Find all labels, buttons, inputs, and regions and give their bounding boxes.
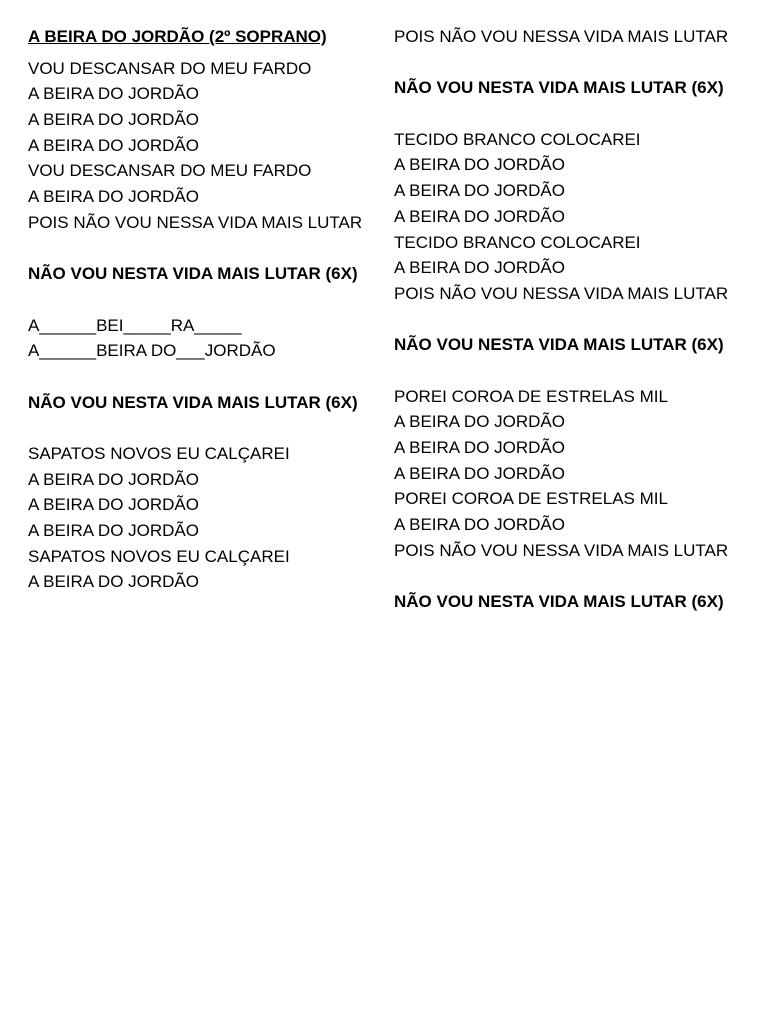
- blank-line: [394, 50, 728, 76]
- lyric-line: A______BEI_____RA_____: [28, 315, 242, 335]
- blank-line: [394, 307, 728, 333]
- lyric-line: POIS NÃO VOU NESSA VIDA MAIS LUTAR: [394, 27, 729, 46]
- blank-line: [28, 236, 362, 262]
- lyric-line: A BEIRA DO JORDÃO: [394, 412, 565, 432]
- lyric-line: A BEIRA DO JORDÃO: [394, 155, 565, 175]
- lyric-line: A BEIRA DO JORDÃO: [394, 258, 565, 278]
- blank-line: [28, 415, 362, 441]
- chorus-line: NÃO VOU NESTA VIDA MAIS LUTAR (6X): [394, 78, 724, 98]
- blank-line: [394, 101, 728, 127]
- blank-line: [394, 358, 728, 384]
- lyric-line: POIS NÃO VOU NESSA VIDA MAIS LUTAR: [394, 540, 729, 560]
- lyric-line: A BEIRA DO JORDÃO: [28, 572, 199, 592]
- lyric-line: A BEIRA DO JORDÃO: [28, 521, 199, 541]
- lyric-line: TECIDO BRANCO COLOCAREI: [394, 232, 641, 252]
- lyric-line: A______BEIRA DO___JORDÃO: [28, 341, 276, 361]
- lyric-line: A BEIRA DO JORDÃO: [28, 495, 199, 515]
- chorus-line: NÃO VOU NESTA VIDA MAIS LUTAR (6X): [394, 335, 724, 355]
- lyric-line: POIS NÃO VOU NESSA VIDA MAIS LUTAR: [28, 212, 363, 232]
- lyric-line: POREI COROA DE ESTRELAS MIL: [394, 489, 668, 509]
- lyric-line: POIS NÃO VOU NESSA VIDA MAIS LUTAR: [394, 283, 729, 303]
- lyric-line: A BEIRA DO JORDÃO: [28, 84, 199, 104]
- lyric-line: A BEIRA DO JORDÃO: [28, 187, 199, 207]
- lyric-line: TECIDO BRANCO COLOCAREI: [394, 129, 641, 149]
- lyric-line: A BEIRA DO JORDÃO: [394, 463, 565, 483]
- lyric-line: A BEIRA DO JORDÃO: [394, 206, 565, 226]
- lyric-line: POREI COROA DE ESTRELAS MIL: [394, 386, 668, 406]
- lyric-line: SAPATOS NOVOS EU CALÇAREI: [28, 546, 290, 566]
- left-column: [28, 24, 362, 595]
- chorus-line: NÃO VOU NESTA VIDA MAIS LUTAR (6X): [28, 392, 358, 412]
- left-lyrics: [28, 56, 362, 595]
- right-lyrics: [394, 24, 728, 615]
- lyric-line: A BEIRA DO JORDÃO: [28, 469, 199, 489]
- lyric-line: A BEIRA DO JORDÃO: [394, 181, 565, 201]
- blank-line: [28, 364, 362, 390]
- lyric-line: VOU DESCANSAR DO MEU FARDO: [28, 161, 312, 181]
- lyric-line: VOU DESCANSAR DO MEU FARDO: [28, 58, 312, 78]
- chorus-line: NÃO VOU NESTA VIDA MAIS LUTAR (6X): [28, 264, 358, 284]
- chorus-line: NÃO VOU NESTA VIDA MAIS LUTAR (6X): [394, 592, 724, 612]
- lyric-line: A BEIRA DO JORDÃO: [394, 438, 565, 457]
- blank-line: [394, 563, 728, 589]
- blank-line: [28, 287, 362, 313]
- right-column: [394, 24, 728, 615]
- lyric-line: SAPATOS NOVOS EU CALÇAREI: [28, 444, 290, 463]
- lyric-line: A BEIRA DO JORDÃO: [28, 135, 199, 155]
- lyric-line: A BEIRA DO JORDÃO: [394, 515, 565, 535]
- lyric-line: A BEIRA DO JORDÃO: [28, 110, 199, 130]
- page-title: A BEIRA DO JORDÃO (2º SOPRANO): [28, 27, 327, 46]
